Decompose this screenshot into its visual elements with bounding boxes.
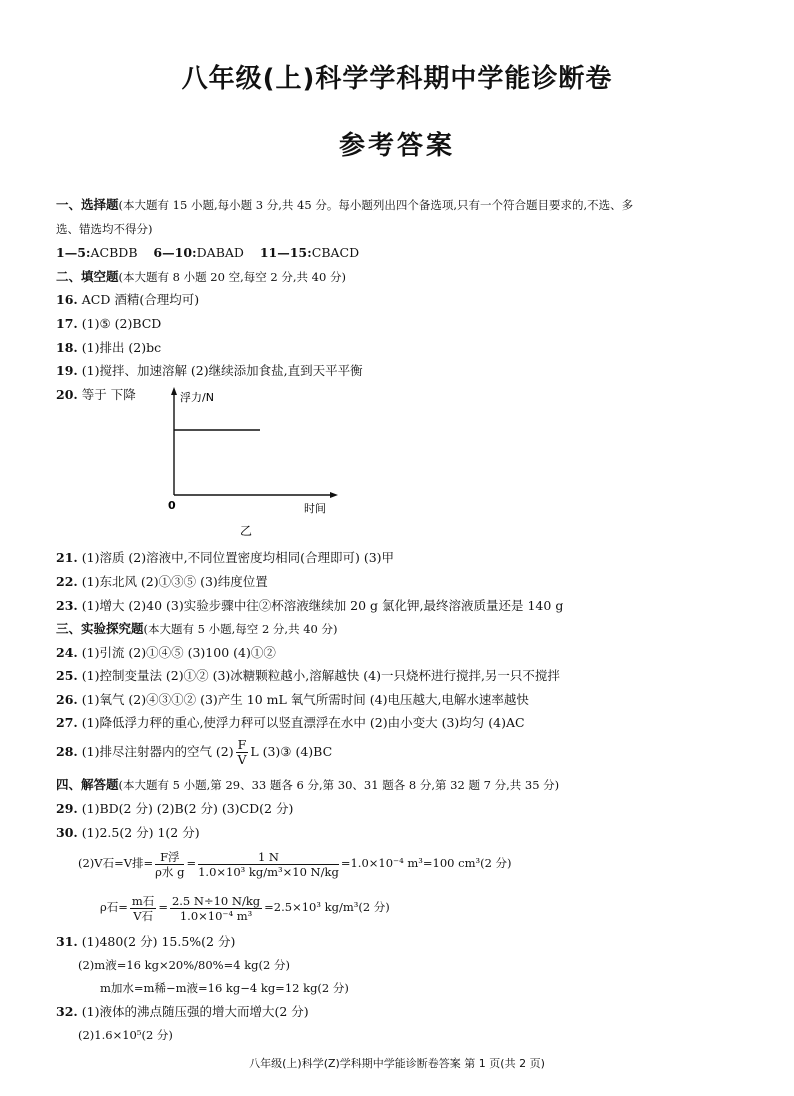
fraction [130, 894, 156, 923]
answer-29 [56, 801, 293, 817]
answer-24 [56, 645, 276, 661]
question-number: 28. [56, 744, 78, 759]
answer-text: (1)排尽注射器内的空气 (2) [81, 744, 234, 759]
fraction-f-over-v [236, 738, 249, 767]
answer-text: (1)增大 (2)40 (3)实验步骤中往②杯溶液继续加 20 g 氯化钾,最终溶液质量还是 140 g [81, 598, 564, 613]
answer-26 [56, 692, 529, 708]
question-number: 22. [56, 574, 78, 589]
section-4-heading [56, 777, 559, 793]
section-title: 一、选择题 [56, 197, 119, 212]
question-number: 18. [56, 340, 78, 355]
question-number: 29. [56, 801, 78, 816]
numerator: F [237, 737, 247, 752]
formula-lhs: ρ石= [100, 900, 128, 914]
answer-30 [56, 825, 200, 841]
x-axis-label: 时间 [304, 502, 326, 515]
answer-31-line-3: m加水=m稀−m液=16 kg−4 kg=12 kg(2 分) [100, 981, 349, 995]
section-note: (本大题有 5 小题,第 29、33 题各 6 分,第 30、31 题各 8 分,第 32 题 7 分,共 35 分) [118, 778, 560, 792]
answer-32-line-2: (2)1.6×10⁵(2 分) [78, 1028, 173, 1042]
denominator: V石 [133, 908, 154, 923]
question-number: 26. [56, 692, 78, 707]
denominator: ρ水 g [155, 864, 185, 879]
buoyancy-graph [150, 385, 340, 540]
question-number: 17. [56, 316, 78, 331]
answer-27 [56, 715, 525, 731]
denominator: V [237, 752, 247, 767]
section-1-heading [56, 197, 633, 213]
page-footer: 八年级(上)科学(Z)学科期中学能诊断卷答案 第 1 页(共 2 页) [249, 1057, 545, 1070]
numerator: 2.5 N÷10 N/kg [171, 893, 261, 908]
answer-25 [56, 668, 560, 684]
section-2-heading [56, 269, 346, 285]
mc-answer-2: DABAD [196, 245, 244, 260]
answer-text: (1)搅拌、加速溶解 (2)继续添加食盐,直到天平平衡 [81, 363, 363, 378]
answer-31 [56, 934, 235, 950]
numerator: 1 N [198, 850, 339, 865]
graph-caption: 乙 [240, 524, 253, 538]
answer-20 [56, 387, 136, 403]
formula-lhs: (2)V石=V排= [78, 856, 154, 870]
equals: = [158, 900, 168, 914]
formula-density [100, 890, 390, 924]
question-number: 21. [56, 550, 78, 565]
section-note-cont: 选、错选均不得分) [56, 222, 153, 236]
question-number: 32. [56, 1004, 78, 1019]
section-title: 三、实验探究题 [56, 621, 144, 636]
section-3-heading [56, 621, 338, 637]
origin-label: 0 [168, 499, 176, 512]
answer-text: (1)BD(2 分) (2)B(2 分) (3)CD(2 分) [81, 801, 294, 816]
answer-text: (1)溶质 (2)溶液中,不同位置密度均相同(合理即可) (3)甲 [81, 550, 395, 565]
answer-text: (1)引流 (2)①④⑤ (3)100 (4)①② [81, 645, 276, 660]
question-number: 16. [56, 292, 78, 307]
answer-text: (1)氧气 (2)④③①② (3)产生 10 mL 氧气所需时间 (4)电压越大,电解水速率越快 [81, 692, 529, 707]
denominator: 1.0×10⁻⁴ m³ [179, 908, 253, 923]
answer-text: (1)液体的沸点随压强的增大而增大(2 分) [81, 1004, 309, 1019]
section-title: 二、填空题 [56, 269, 119, 284]
page-title: 八年级(上)科学学科期中学能诊断卷 [181, 64, 613, 94]
numerator: F浮 [155, 850, 184, 865]
mc-range-3: 11—15: [259, 245, 312, 260]
answer-text: 等于 下降 [81, 387, 136, 402]
question-number: 25. [56, 668, 78, 683]
section-note: (本大题有 5 小题,每空 2 分,共 40 分) [143, 622, 338, 636]
question-number: 23. [56, 598, 78, 613]
question-number: 19. [56, 363, 78, 378]
question-number: 24. [56, 645, 78, 660]
answer-23 [56, 598, 563, 614]
numerator: m石 [131, 893, 155, 908]
answer-text: (1)降低浮力秤的重心,使浮力秤可以竖直漂浮在水中 (2)由小变大 (3)均匀 (4)AC [81, 715, 525, 730]
answer-31-line-2: (2)m液=16 kg×20%/80%=4 kg(2 分) [78, 958, 290, 972]
answer-text: (1)排出 (2)bc [81, 340, 162, 355]
answer-32 [56, 1004, 309, 1020]
formula-result: =2.5×10³ kg/m³(2 分) [264, 900, 390, 914]
answer-28 [56, 735, 332, 769]
page-subtitle: 参考答案 [338, 131, 455, 161]
answer-19 [56, 363, 363, 379]
mc-answer-3: CBACD [311, 245, 360, 260]
answer-text: (1)480(2 分) 15.5%(2 分) [81, 934, 236, 949]
y-axis-label: 浮力/N [180, 391, 214, 404]
answer-17 [56, 316, 161, 332]
answer-text: ACD 酒精(合理均可) [81, 292, 200, 307]
section-note: (本大题有 8 小题 20 空,每空 2 分,共 40 分) [118, 270, 346, 284]
fraction [170, 894, 262, 923]
answer-text-cont: L (3)③ (4)BC [250, 744, 333, 759]
equals: = [186, 856, 197, 870]
answer-text: (1)2.5(2 分) 1(2 分) [81, 825, 200, 840]
mc-range-1: 1—5: [56, 245, 91, 260]
fraction [155, 850, 184, 879]
mc-answers [56, 245, 359, 261]
mc-range-2: 6—10: [153, 245, 197, 260]
question-number: 20. [56, 387, 78, 402]
question-number: 27. [56, 715, 78, 730]
section-note: (本大题有 15 小题,每小题 3 分,共 45 分。每小题列出四个备选项,只有一个符合题目要求的,不选、多 [118, 198, 634, 212]
denominator: 1.0×10³ kg/m³×10 N/kg [198, 864, 339, 879]
question-number: 30. [56, 825, 78, 840]
y-axis-arrow [171, 387, 177, 395]
formula-volume [78, 846, 512, 880]
formula-result: =1.0×10⁻⁴ m³=100 cm³(2 分) [340, 856, 512, 870]
mc-answer-1: ACBDB [90, 245, 138, 260]
section-title: 四、解答题 [56, 777, 119, 792]
fraction [198, 850, 339, 879]
answer-18 [56, 340, 161, 356]
answer-21 [56, 550, 394, 566]
answer-text: (1)控制变量法 (2)①② (3)冰糖颗粒越小,溶解越快 (4)一只烧杯进行搅拌,另一只不搅拌 [81, 668, 560, 683]
answer-text: (1)东北风 (2)①③⑤ (3)纬度位置 [81, 574, 268, 589]
answer-16 [56, 292, 199, 308]
question-number: 31. [56, 934, 78, 949]
answer-22 [56, 574, 268, 590]
x-axis-arrow [330, 492, 338, 498]
answer-text: (1)⑤ (2)BCD [81, 316, 162, 331]
